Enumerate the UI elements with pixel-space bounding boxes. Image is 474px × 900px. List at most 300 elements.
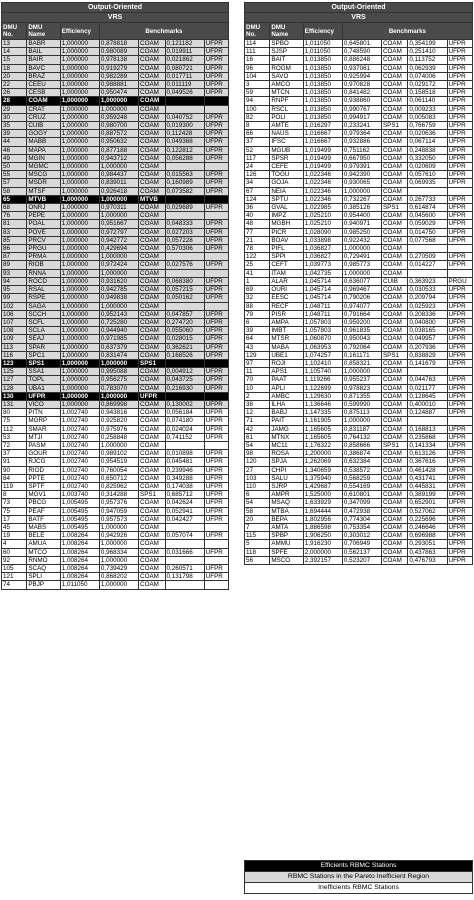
table-row	[245, 351, 473, 359]
dmu-name-cell: BAIL	[27, 48, 60, 56]
benchmark-weight-2-cell: 0,652901	[408, 499, 447, 507]
benchmark-weight-2-cell: 0,461428	[408, 466, 447, 474]
dmu-name-cell: UBE1	[270, 351, 303, 359]
benchmark-weight-2-cell: 0,045600	[408, 212, 447, 220]
benchmark-weight-1-cell: 0,956275	[99, 376, 138, 384]
benchmark-dmu-2-cell: UFPR	[447, 359, 472, 367]
efficiency-cell: 1,165605	[303, 425, 342, 433]
dmu-no-cell: 20	[245, 515, 270, 523]
benchmark-weight-2-cell: 0,766759	[408, 122, 447, 130]
benchmark-dmu-1-cell: COAM	[381, 409, 407, 417]
benchmark-dmu-1-cell: COAM	[381, 163, 407, 171]
benchmark-dmu-2-cell: UFPR	[204, 327, 228, 335]
benchmark-dmu-2-cell: UFPR	[447, 220, 472, 228]
benchmark-weight-2-cell: 0,141334	[408, 441, 447, 449]
efficiency-cell: 1,375940	[303, 474, 342, 482]
efficiency-cell: 1,525000	[303, 491, 342, 499]
table-row	[245, 384, 473, 392]
table-row	[2, 204, 229, 212]
table-row	[2, 540, 229, 548]
benchmark-weight-1-cell: 0,955237	[342, 376, 381, 384]
benchmark-dmu-1-cell: COAM	[381, 286, 407, 294]
benchmark-dmu-2-cell: UFPR	[447, 212, 472, 220]
dmu-name-cell: PAAT	[270, 376, 303, 384]
benchmark-dmu-1-cell: COAM	[381, 327, 407, 335]
benchmark-weight-2-cell: 0,141679	[408, 359, 447, 367]
efficiency-cell: 1,000000	[60, 97, 99, 105]
efficiency-cell: 1,005495	[60, 523, 99, 531]
dmu-no-cell: 58	[2, 187, 27, 195]
benchmark-dmu-2-cell: UFPR	[447, 64, 472, 72]
dmu-name-cell: BAVC	[27, 64, 60, 72]
benchmark-dmu-1-cell: COAM	[139, 310, 165, 318]
benchmark-weight-2-cell: 0,128645	[408, 392, 447, 400]
dmu-no-cell: 88	[245, 302, 270, 310]
dmu-name-cell: MTSR	[270, 335, 303, 343]
efficiency-cell: 1,165605	[303, 433, 342, 441]
efficiency-cell: 1,022346	[303, 195, 342, 203]
benchmark-dmu-1-cell: COAM	[139, 458, 165, 466]
dmu-no-cell: 90	[2, 466, 27, 474]
benchmark-weight-1-cell: 0,968334	[99, 548, 138, 556]
table-row	[245, 450, 473, 458]
benchmark-weight-1-cell: 0,937061	[342, 64, 381, 72]
benchmark-dmu-1-cell: COAM	[139, 523, 165, 531]
benchmark-weight-1-cell: 0,599990	[342, 400, 381, 408]
benchmark-dmu-2-cell: UFPR	[204, 335, 228, 343]
benchmark-weight-2-cell: 0,239946	[165, 466, 204, 474]
dmu-name-cell: SPTF	[27, 482, 60, 490]
benchmark-weight-1-cell: 0,791664	[342, 310, 381, 318]
efficiency-cell: 1,262069	[303, 458, 342, 466]
benchmark-weight-2-cell: 0,030533	[408, 286, 447, 294]
dmu-name-cell: CEFT	[270, 261, 303, 269]
dmu-no-cell: 124	[245, 195, 270, 203]
table-row	[245, 499, 473, 507]
benchmark-weight-1-cell: 0,959200	[342, 318, 381, 326]
benchmark-dmu-2-cell	[204, 556, 228, 564]
efficiency-cell: 1,008264	[60, 556, 99, 564]
benchmark-weight-1-cell: 0,985250	[342, 228, 381, 236]
efficiency-cell: 1,000000	[60, 212, 99, 220]
benchmark-dmu-1-cell: COAM	[381, 146, 407, 154]
benchmark-weight-2-cell: 0,021177	[408, 384, 447, 392]
efficiency-cell: 1,000000	[60, 81, 99, 89]
table-row	[2, 163, 229, 171]
benchmark-dmu-2-cell: UFPR	[447, 310, 472, 318]
benchmark-dmu-2-cell: UFPR	[447, 204, 472, 212]
benchmark-dmu-2-cell	[204, 253, 228, 261]
benchmark-weight-2-cell	[408, 187, 447, 195]
dmu-no-cell: 115	[245, 532, 270, 540]
dmu-name-cell: SPS1	[27, 359, 60, 367]
benchmark-weight-1-cell: 0,637379	[99, 343, 138, 351]
benchmark-dmu-2-cell: UFPR	[447, 56, 472, 64]
efficiency-cell: 1,060870	[303, 335, 342, 343]
table-title: Output-Oriented	[2, 3, 229, 13]
dmu-name-cell: AMCO	[270, 81, 303, 89]
table-row	[2, 327, 229, 335]
dmu-name-cell: PAIT	[270, 417, 303, 425]
table-row	[2, 302, 229, 310]
efficiency-cell: 1,057803	[303, 318, 342, 326]
benchmark-dmu-1-cell: COAM	[381, 318, 407, 326]
table-row	[245, 523, 473, 531]
table-row	[2, 376, 229, 384]
dmu-no-cell: 125	[2, 368, 27, 376]
efficiency-cell: 1,000000	[60, 48, 99, 56]
benchmark-weight-2-cell: 0,431741	[408, 474, 447, 482]
efficiency-cell: 1,013850	[303, 113, 342, 121]
dmu-no-cell: 94	[245, 97, 270, 105]
dmu-name-cell: RNPF	[270, 97, 303, 105]
table-row	[245, 245, 473, 253]
benchmark-weight-1-cell: 0,975976	[99, 425, 138, 433]
benchmark-dmu-1-cell: COAM	[381, 532, 407, 540]
benchmark-dmu-2-cell	[447, 187, 472, 195]
benchmark-dmu-1-cell: COAM	[139, 433, 165, 441]
benchmark-weight-2-cell	[165, 523, 204, 531]
benchmark-weight-2-cell: 0,274720	[165, 318, 204, 326]
efficiency-cell: 1,916230	[303, 540, 342, 548]
benchmark-weight-1-cell: 0,645801	[342, 40, 381, 48]
benchmark-dmu-2-cell: UFPR	[447, 335, 472, 343]
efficiency-cell: 1,000000	[60, 228, 99, 236]
table-row	[245, 269, 473, 277]
dmu-name-cell: GVAL	[270, 204, 303, 212]
benchmark-dmu-1-cell: SPS1	[381, 204, 407, 212]
benchmark-dmu-1-cell: COAM	[139, 515, 165, 523]
benchmark-weight-1-cell: 0,878818	[99, 40, 138, 48]
benchmark-weight-2-cell	[165, 105, 204, 113]
dmu-no-cell: 36	[245, 204, 270, 212]
efficiency-cell: 1,802956	[303, 515, 342, 523]
benchmark-dmu-1-cell: COAM	[139, 384, 165, 392]
benchmark-dmu-2-cell: UFPR	[447, 556, 472, 564]
efficiency-cell: 1,000000	[60, 195, 99, 203]
efficiency-cell: 1,008264	[60, 565, 99, 573]
benchmark-weight-1-cell: 0,386874	[342, 450, 381, 458]
dmu-name-cell: JAMG	[270, 425, 303, 433]
benchmark-dmu-1-cell: COAM	[381, 179, 407, 187]
benchmark-weight-1-cell: 1,000000	[99, 581, 138, 589]
efficiency-cell: 1,002740	[60, 466, 99, 474]
benchmark-dmu-1-cell: COAM	[381, 515, 407, 523]
table-row	[245, 556, 473, 564]
efficiency-cell: 1,045714	[303, 286, 342, 294]
benchmark-weight-2-cell: 0,168813	[408, 425, 447, 433]
efficiency-cell: 1,036827	[303, 245, 342, 253]
dmu-no-cell: 89	[2, 261, 27, 269]
dmu-no-cell: 129	[245, 351, 270, 359]
dmu-name-cell: POVE	[27, 228, 60, 236]
efficiency-cell: 1,008264	[60, 548, 99, 556]
benchmark-weight-2-cell: 0,074180	[165, 417, 204, 425]
benchmark-weight-1-cell: 1,000000	[99, 540, 138, 548]
benchmark-dmu-1-cell: COAM	[381, 392, 407, 400]
benchmark-dmu-1-cell: COAM	[139, 154, 165, 162]
legend-inefficient: Inefficients RBMC Stations	[245, 883, 473, 894]
dmu-name-cell: PRMA	[27, 253, 60, 261]
dmu-no-cell: 103	[245, 474, 270, 482]
dmu-no-cell: 46	[2, 146, 27, 154]
benchmark-weight-1-cell: 0,875113	[342, 409, 381, 417]
dmu-name-cell: IFSC	[270, 138, 303, 146]
dmu-no-cell: 42	[245, 425, 270, 433]
dmu-name-cell: ONRJ	[27, 204, 60, 212]
benchmark-weight-2-cell: 0,045481	[165, 458, 204, 466]
benchmark-dmu-1-cell: COAM	[139, 40, 165, 48]
benchmark-weight-2-cell: 0,838829	[408, 351, 447, 359]
benchmark-weight-1-cell: 1,000000	[99, 212, 138, 220]
benchmark-weight-2-cell: 0,270509	[408, 253, 447, 261]
right-table-body	[245, 40, 473, 565]
benchmark-dmu-1-cell: COAM	[139, 146, 165, 154]
benchmark-weight-2-cell	[165, 302, 204, 310]
efficiency-cell: 1,119266	[303, 376, 342, 384]
efficiency-cell: 1,008264	[60, 532, 99, 540]
benchmark-dmu-1-cell: COAM	[381, 507, 407, 515]
dmu-name-cell: GOUR	[27, 450, 60, 458]
dmu-name-cell: SPC1	[27, 351, 60, 359]
dmu-name-cell: CHPI	[270, 466, 303, 474]
dmu-no-cell: 50	[2, 163, 27, 171]
benchmark-dmu-2-cell: UFPR	[204, 64, 228, 72]
efficiency-cell: 1,000000	[60, 56, 99, 64]
dmu-no-cell: 77	[245, 228, 270, 236]
table-row	[245, 105, 473, 113]
benchmark-weight-1-cell: 0,739429	[99, 565, 138, 573]
dmu-no-cell: 24	[245, 163, 270, 171]
dmu-no-cell: 1	[245, 277, 270, 285]
efficiency-cell: 1,000000	[60, 138, 99, 146]
efficiency-cell: 1,013850	[303, 105, 342, 113]
benchmark-weight-1-cell: 0,982289	[99, 72, 138, 80]
benchmark-dmu-2-cell: UFPR	[204, 482, 228, 490]
dmu-no-cell: 70	[245, 376, 270, 384]
benchmark-dmu-2-cell: UFPR	[204, 286, 228, 294]
efficiency-cell: 1,013850	[303, 89, 342, 97]
table-row	[2, 97, 229, 105]
table-row	[2, 515, 229, 523]
table-row	[245, 433, 473, 441]
benchmark-dmu-1-cell: COAM	[381, 89, 407, 97]
dmu-no-cell: 26	[2, 89, 27, 97]
dmu-name-cell: SALU	[270, 474, 303, 482]
table-row	[2, 154, 229, 162]
benchmark-dmu-1-cell: COAM	[139, 97, 165, 105]
dmu-no-cell: 61	[245, 433, 270, 441]
benchmark-dmu-2-cell: UFPR	[447, 40, 472, 48]
efficiency-cell: 1,013850	[303, 56, 342, 64]
dmu-name-cell: SCLA	[27, 327, 60, 335]
benchmark-weight-1-cell: 0,636077	[342, 277, 381, 285]
efficiency-cell: 1,002740	[60, 433, 99, 441]
dmu-name-cell: RSPE	[27, 294, 60, 302]
efficiency-cell: 1,000000	[60, 277, 99, 285]
benchmark-dmu-2-cell: UFPR	[447, 458, 472, 466]
benchmark-weight-1-cell: 0,971985	[99, 335, 138, 343]
dmu-name-cell: OURI	[270, 286, 303, 294]
benchmark-dmu-2-cell: UFPR	[447, 286, 472, 294]
benchmark-weight-1-cell: 0,930065	[342, 179, 381, 187]
table-row	[2, 212, 229, 220]
legend-pareto-inefficient: RBMC Stations in the Pareto Inefficient Region	[245, 872, 473, 883]
dmu-no-cell: 4	[2, 540, 27, 548]
dmu-no-cell: 21	[245, 236, 270, 244]
legend	[244, 860, 473, 894]
dmu-name-cell: PBJP	[27, 581, 60, 589]
dmu-name-cell: AMTE	[270, 122, 303, 130]
benchmark-weight-1-cell: 1,000000	[99, 195, 138, 203]
benchmark-dmu-2-cell: UFPR	[204, 532, 228, 540]
benchmark-dmu-2-cell: UFPR	[204, 343, 228, 351]
benchmark-weight-2-cell: 0,061140	[408, 97, 447, 105]
benchmark-dmu-2-cell: UFPR	[204, 154, 228, 162]
table-row	[2, 474, 229, 482]
table-subtitle: VRS	[245, 13, 473, 23]
dmu-name-cell: MGRP	[27, 417, 60, 425]
benchmark-dmu-2-cell: UFPR	[204, 376, 228, 384]
efficiency-cell: 1,694444	[303, 507, 342, 515]
table-row	[2, 187, 229, 195]
benchmark-dmu-2-cell: UFPR	[204, 294, 228, 302]
benchmark-weight-2-cell: 0,014750	[408, 228, 447, 236]
dmu-no-cell: 40	[245, 212, 270, 220]
dmu-name-cell: PRCV	[27, 236, 60, 244]
benchmark-weight-2-cell: 0,057610	[408, 171, 447, 179]
benchmark-weight-2-cell: 0,077568	[408, 236, 447, 244]
benchmark-dmu-2-cell: UFPR	[447, 507, 472, 515]
benchmark-weight-1-cell: 0,472938	[342, 507, 381, 515]
benchmark-weight-2-cell: 0,363923	[408, 277, 447, 285]
benchmark-dmu-1-cell: COAM	[139, 269, 165, 277]
benchmark-dmu-1-cell: COAM	[139, 376, 165, 384]
dmu-name-cell: SMAR	[27, 425, 60, 433]
benchmark-weight-1-cell: 0,751162	[342, 146, 381, 154]
benchmark-dmu-1-cell: COAM	[139, 507, 165, 515]
table-row	[245, 236, 473, 244]
benchmark-dmu-2-cell: UFPR	[447, 171, 472, 179]
benchmark-dmu-1-cell: COAM	[381, 48, 407, 56]
benchmark-weight-1-cell: 0,957376	[99, 499, 138, 507]
benchmark-weight-1-cell: 0,764132	[342, 433, 381, 441]
benchmark-dmu-1-cell: SPS1	[381, 441, 407, 449]
benchmark-dmu-1-cell: COAM	[381, 245, 407, 253]
table-title: Output-Oriented	[245, 3, 473, 13]
benchmark-dmu-2-cell: UFPR	[204, 113, 228, 121]
benchmark-weight-1-cell: 0,942772	[99, 236, 138, 244]
benchmark-dmu-1-cell: COAM	[381, 540, 407, 548]
benchmark-weight-1-cell: 0,790206	[342, 294, 381, 302]
efficiency-cell: 1,200000	[303, 450, 342, 458]
benchmark-dmu-2-cell: UFPR	[447, 138, 472, 146]
efficiency-cell: 1,005495	[60, 507, 99, 515]
table-row	[2, 171, 229, 179]
benchmark-weight-2-cell	[165, 581, 204, 589]
table-row	[2, 581, 229, 589]
benchmark-weight-1-cell: 0,944940	[99, 327, 138, 335]
benchmark-weight-1-cell: 0,980089	[99, 48, 138, 56]
benchmark-weight-2-cell: 0,038165	[408, 327, 447, 335]
dmu-no-cell: 57	[2, 179, 27, 187]
left-table-body	[2, 40, 229, 590]
benchmark-weight-2-cell: 0,059029	[408, 220, 447, 228]
dmu-name-cell: MAPA	[27, 146, 60, 154]
benchmark-weight-1-cell: 0,839011	[99, 179, 138, 187]
benchmark-dmu-2-cell: UFPR	[447, 318, 472, 326]
benchmark-dmu-2-cell	[447, 269, 472, 277]
benchmark-dmu-1-cell: COAM	[381, 171, 407, 179]
benchmark-weight-1-cell: 0,985773	[342, 261, 381, 269]
efficiency-cell: 1,002740	[60, 441, 99, 449]
benchmark-dmu-2-cell: UFPR	[204, 81, 228, 89]
dmu-name-cell: MSDR	[27, 179, 60, 187]
dmu-name-cell: VICO	[27, 400, 60, 408]
efficiency-cell: 1,048711	[303, 310, 342, 318]
dmu-no-cell: 25	[245, 261, 270, 269]
dmu-no-cell: 29	[2, 105, 27, 113]
dmu-name-cell: ROSA	[270, 450, 303, 458]
efficiency-cell: 1,886598	[303, 523, 342, 531]
benchmark-weight-2-cell: 0,476793	[408, 556, 447, 564]
benchmark-weight-1-cell: 0,732267	[342, 195, 381, 203]
table-row	[2, 417, 229, 425]
benchmark-weight-2-cell: 0,160989	[165, 179, 204, 187]
dmu-no-cell: 7	[245, 523, 270, 531]
benchmark-weight-2-cell: 0,027576	[165, 261, 204, 269]
benchmark-dmu-2-cell: UFPR	[447, 482, 472, 490]
table-row	[245, 163, 473, 171]
benchmark-dmu-1-cell: COAM	[139, 302, 165, 310]
table-row	[245, 417, 473, 425]
benchmark-weight-2-cell: 0,207936	[408, 343, 447, 351]
dmu-name-cell: IMPZ	[270, 212, 303, 220]
benchmark-weight-1-cell: 0,161171	[342, 351, 381, 359]
benchmark-weight-2-cell: 0,614874	[408, 204, 447, 212]
efficiency-cell: 1,033898	[303, 236, 342, 244]
benchmark-weight-2-cell: 0,049526	[165, 89, 204, 97]
dmu-name-cell: MTNX	[270, 433, 303, 441]
dmu-name-cell: PIFL	[270, 245, 303, 253]
dmu-name-cell: BABR	[27, 40, 60, 48]
benchmark-weight-1-cell: 0,979391	[342, 163, 381, 171]
dmu-name-cell: RIOD	[27, 466, 60, 474]
benchmark-dmu-2-cell: UFPR	[447, 441, 472, 449]
benchmark-weight-2-cell: 0,367616	[408, 458, 447, 466]
benchmark-weight-2-cell: 0,225696	[408, 515, 447, 523]
benchmark-dmu-1-cell: COAM	[381, 113, 407, 121]
benchmark-weight-1-cell: 1,000000	[99, 302, 138, 310]
benchmark-dmu-2-cell: UFPR	[447, 425, 472, 433]
efficiency-header: Efficiency	[303, 23, 342, 40]
benchmark-weight-1-cell: 0,667950	[342, 154, 381, 162]
benchmark-weight-1-cell: 0,706949	[342, 540, 381, 548]
benchmark-weight-2-cell: 0,112428	[165, 130, 204, 138]
benchmark-weight-2-cell	[408, 417, 447, 425]
dmu-name-cell: BOAV	[270, 236, 303, 244]
benchmark-weight-2-cell: 0,267733	[408, 195, 447, 203]
table-row	[2, 286, 229, 294]
benchmark-weight-1-cell: 0,887572	[99, 130, 138, 138]
benchmark-weight-2-cell: 0,067114	[408, 138, 447, 146]
table-row	[245, 359, 473, 367]
benchmark-weight-2-cell: 0,005083	[408, 113, 447, 121]
dmu-name-cell: RECF	[270, 302, 303, 310]
benchmark-dmu-2-cell: UFPR	[447, 163, 472, 171]
benchmark-dmu-1-cell: COAM	[381, 228, 407, 236]
table-row	[2, 195, 229, 203]
